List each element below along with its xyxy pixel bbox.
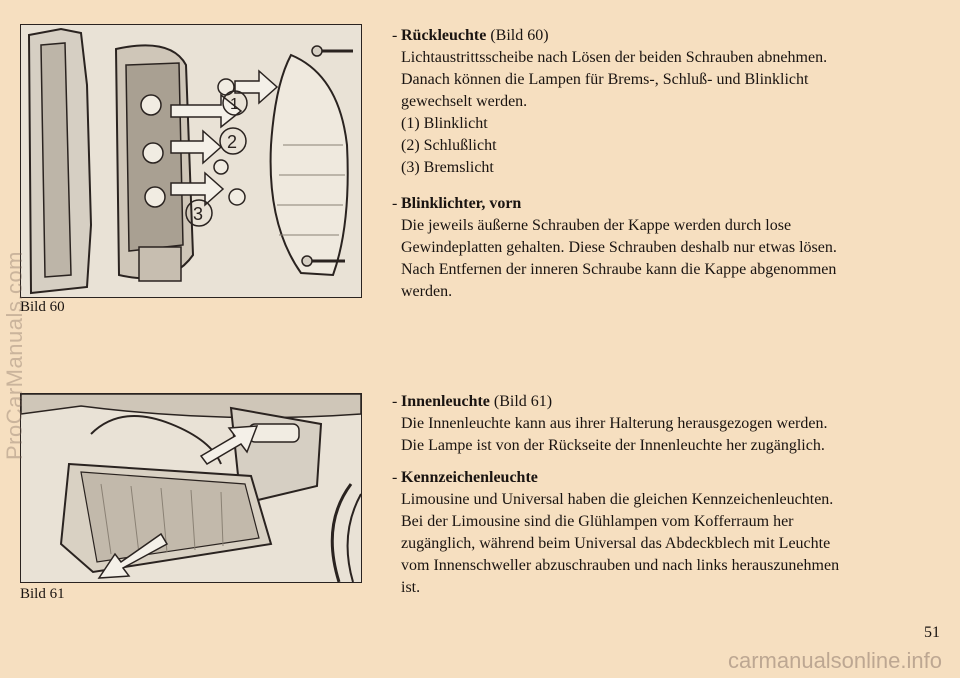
rear-light-illustration (21, 25, 361, 297)
callout-3: 3 (193, 204, 204, 224)
page-number: 51 (924, 624, 940, 641)
body-line: Bei der Limousine sind die Glühlampen vom Kofferraum her (401, 513, 794, 530)
section-innen-kennzeichen (392, 391, 839, 609)
body-line: gewechselt werden. (401, 93, 528, 110)
section-title: Blinklichter, vorn (401, 195, 522, 212)
body-line: ist. (401, 579, 421, 596)
figure-caption-61: Bild 61 (20, 586, 65, 602)
legend-line-2: (2) Schlußlicht (401, 137, 497, 154)
body-line: Die jeweils äußerne Schrauben der Kappe werden durch lose (401, 217, 792, 234)
bottom-watermark: carmanualsonline.info (727, 648, 942, 673)
list-dash: - (392, 195, 398, 212)
section-title: Rückleuchte (401, 27, 487, 44)
body-line: Die Lampe ist von der Rückseite der Innenleuchte her zugänglich. (401, 437, 825, 454)
body-line: Danach können die Lampen für Brems-, Schluß- und Blinklicht (401, 71, 809, 88)
section-blinklichter (392, 193, 837, 313)
figure-interior-light (20, 393, 362, 583)
interior-light-illustration (21, 394, 361, 582)
figure-reference: (Bild 61) (493, 393, 553, 410)
body-line: Die Innenleuchte kann aus ihrer Halterung herausgezogen werden. (401, 415, 828, 432)
callout-1: 1 (230, 96, 239, 113)
section-title: Kennzeichenleuchte (401, 469, 538, 486)
list-dash: - (392, 469, 398, 486)
list-dash: - (392, 393, 398, 410)
body-line: Nach Entfernen der inneren Schraube kann die Kappe abgenommen (401, 261, 837, 278)
figure-rear-light (20, 24, 362, 298)
body-line: Lichtaustrittsscheibe nach Lösen der beiden Schrauben abnehmen. (401, 49, 828, 66)
body-line: vom Innenschweller abzuschrauben und nach links herauszunehmen (401, 557, 840, 574)
figure-reference: (Bild 60) (490, 27, 549, 44)
body-line: zugänglich, während beim Universal das Abdeckblech mit Leuchte (401, 535, 831, 552)
figure-caption-60: Bild 60 (20, 299, 65, 315)
side-watermark: ProCarManuals.com (2, 250, 27, 460)
legend-line-3: (3) Bremslicht (401, 159, 494, 176)
legend-line-1: (1) Blinklicht (401, 115, 488, 132)
callout-2: 2 (227, 132, 238, 152)
section-title: Innenleuchte (401, 393, 490, 410)
body-line: Limousine und Universal haben die gleichen Kennzeichenleuchten. (401, 491, 834, 508)
list-dash: - (392, 27, 398, 44)
section-rueckleuchte (392, 25, 827, 189)
body-line: Gewindeplatten gehalten. Diese Schrauben deshalb nur etwas lösen. (401, 239, 837, 256)
body-line: werden. (401, 283, 453, 300)
